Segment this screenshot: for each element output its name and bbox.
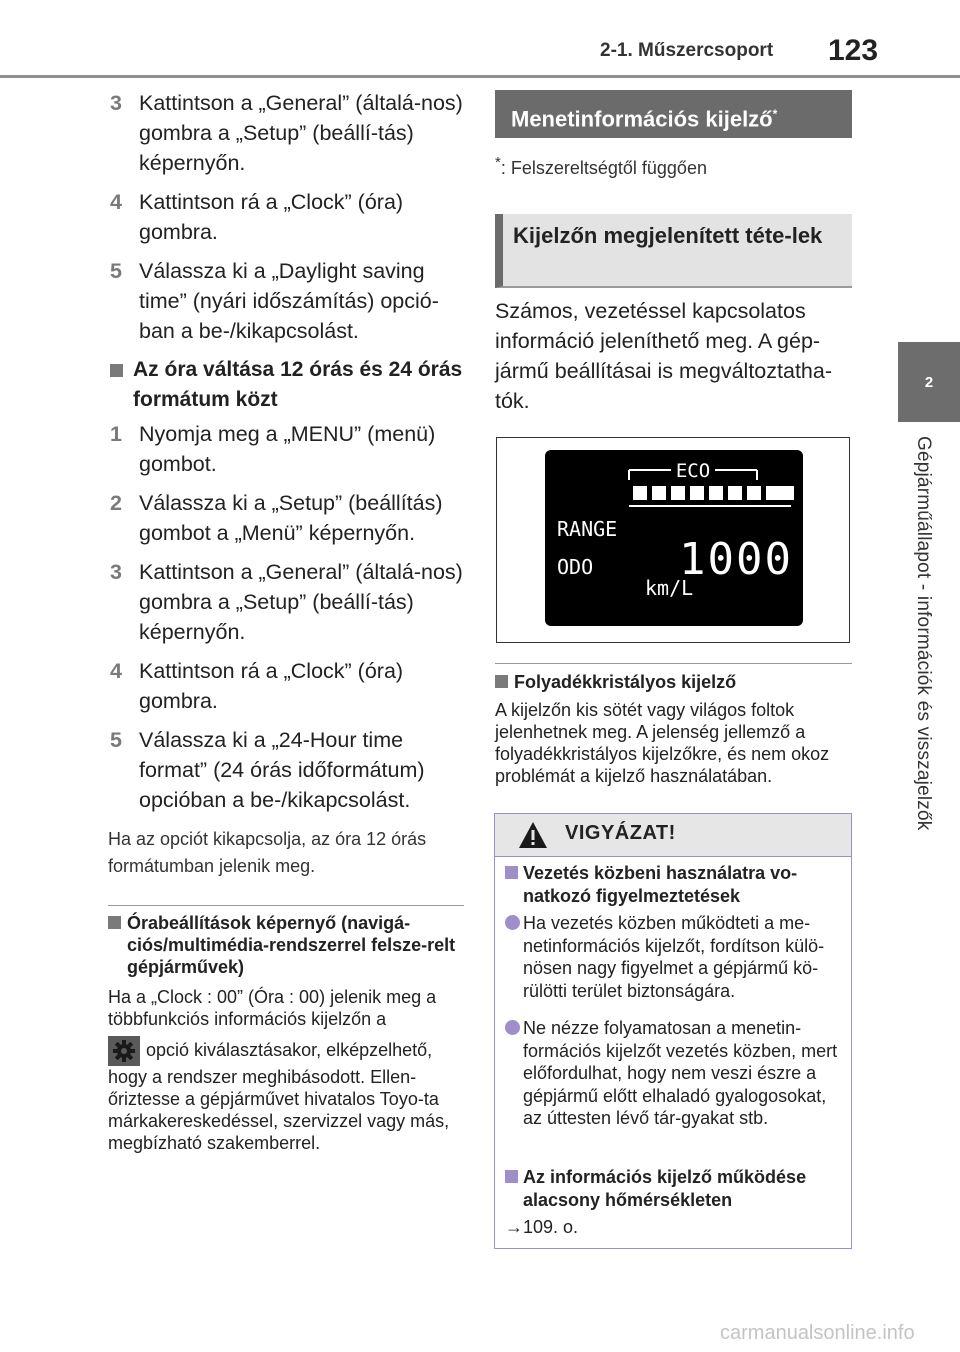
chapter-title: Gépjárműállapot - információk és visszajelzők	[913, 436, 934, 831]
step-number: 4	[110, 659, 122, 683]
lcd-body: A kijelzőn kis sötét vagy világos foltok jelenhetnek meg. A jelenség jellemző a folyadékkristályos kijelzőkre, és nem okoz problémát a kijelző használatában.	[495, 700, 830, 786]
gear-icon	[108, 1036, 140, 1066]
step-item	[110, 256, 470, 346]
watermark: carmanualsonline.info	[720, 1322, 915, 1344]
step-item	[110, 557, 470, 647]
warning-icon	[517, 820, 549, 850]
lcd-heading: Folyadékkristályos kijelző	[495, 671, 852, 693]
caution-subheading: Az információs kijelző működése alacsony hőmérsékleten	[505, 1166, 841, 1211]
section-header: 2-1. Műszercsoport	[600, 40, 774, 61]
step-number: 4	[110, 190, 122, 214]
step-number: 3	[110, 560, 122, 584]
page-number: 123	[828, 34, 879, 67]
chapter-number: 2	[924, 373, 934, 391]
step-text: Kattintson a „General” (általá-nos) gombra a „Setup” (beállí-tás) képernyőn.	[139, 91, 463, 175]
step-item	[110, 488, 470, 548]
eco-segment	[766, 486, 794, 500]
odometer-digits: 1000	[679, 534, 793, 585]
eco-segment	[709, 486, 723, 500]
caution-header	[495, 814, 851, 857]
square-bullet-icon	[505, 1170, 518, 1183]
step-number: 5	[110, 259, 122, 283]
caution-box	[494, 813, 852, 1249]
page-reference[interactable]: →109. o.	[505, 1217, 579, 1237]
odo-label: ODO	[557, 555, 594, 579]
intro-text: Számos, vezetéssel kapcsolatos információ jeleníthető meg. A gép-jármű beállításai is megváltoztatha-tók.	[495, 299, 832, 413]
eco-segment	[728, 486, 742, 500]
step-text: Kattintson rá a „Clock” (óra) gombra.	[139, 190, 404, 244]
display-illustration	[496, 437, 850, 643]
eco-segment	[671, 486, 685, 500]
step-text: Kattintson rá a „Clock” (óra) gombra.	[139, 659, 404, 713]
asterisk-mark: *	[772, 107, 778, 121]
step-text: Válassza ki a „24-Hour time format” (24 órás időformátum) opcióban a be-/kikapcsolást.	[139, 728, 425, 812]
eco-segment	[633, 486, 647, 500]
caution-subheading: Vezetés közbeni használatra vo-natkozó figyelmeztetések	[505, 862, 835, 907]
subsection-title: Kijelzőn megjelenített téte-lek	[495, 214, 852, 288]
clock-body: Ha a „Clock : 00” (Óra : 00) jelenik meg a többfunkciós információs kijelzőn a opció kiválasztásakor, elképzelhető, hogy a rendszer meghibásodott. Ellen-őriztesse a gépjárművet hivatalos Toyo-ta márkakereskedéssel, szervizzel vagy más, megbízható szakemberrel.	[108, 987, 450, 1153]
step-text: Nyomja meg a „MENU” (menü) gombot.	[139, 422, 436, 476]
square-bullet-icon	[505, 866, 518, 879]
divider	[495, 663, 852, 664]
range-label: RANGE	[557, 517, 618, 541]
step-item	[110, 419, 470, 479]
eco-segment	[690, 486, 704, 500]
section-title: Menetinformációs kijelző*	[495, 90, 852, 138]
step-item	[110, 187, 470, 247]
header-rule	[0, 75, 960, 78]
circle-bullet-icon	[505, 1020, 520, 1035]
square-bullet-icon	[108, 916, 121, 929]
step-number: 1	[110, 422, 122, 446]
lcd-screen	[545, 450, 803, 626]
caution-bullet: Ha vezetés közben működteti a me-netinformációs kijelzőt, fordítson külö-nösen nagy figyelmet a gépjármű kö-rülötti terület biztonságára.	[505, 912, 841, 1002]
step-number: 3	[110, 91, 122, 115]
step-item	[110, 725, 470, 815]
caution-bullet: Ne nézze folyamatosan a menetin-formációs kijelzőt vezetés közben, mert előfordulhat, hogy nem veszi észre a gépjármű előtt elhaladó gyalogosokat, az úttesten lévő tár-gyakat stb.	[505, 1017, 841, 1130]
step-text: Válassza ki a „Daylight saving time” (nyári időszámítás) opció-ban a be-/kikapcsolást.	[139, 259, 439, 343]
caution-title: VIGYÁZAT!	[565, 822, 676, 844]
step-item	[110, 656, 470, 716]
step-item	[110, 88, 470, 178]
step-text: Válassza ki a „Setup” (beállítás) gombot a „Menü” képernyőn.	[139, 491, 443, 545]
subheading: Az óra váltása 12 órás és 24 órás formátum közt	[110, 355, 470, 415]
step-number: 5	[110, 728, 122, 752]
eco-segment	[652, 486, 666, 500]
square-bullet-icon	[110, 364, 123, 377]
note-text: Ha az opciót kikapcsolja, az óra 12 órás formátumban jelenik meg.	[108, 829, 427, 876]
step-number: 2	[110, 491, 122, 515]
square-bullet-icon	[495, 675, 508, 688]
eco-label: ECO	[675, 460, 711, 482]
eco-segment	[747, 486, 761, 500]
footnote: *: Felszereltségtől függően	[495, 154, 707, 178]
chapter-tab[interactable]	[898, 342, 960, 422]
divider	[108, 905, 464, 906]
clock-heading: Órabeállítások képernyő (navigá-ciós/multimédia-rendszerrel felsze-relt gépjárművek)	[108, 912, 464, 978]
step-text: Kattintson a „General” (általá-nos) gombra a „Setup” (beállí-tás) képernyőn.	[139, 560, 463, 644]
circle-bullet-icon	[505, 915, 520, 930]
unit-label: km/L	[645, 576, 694, 600]
